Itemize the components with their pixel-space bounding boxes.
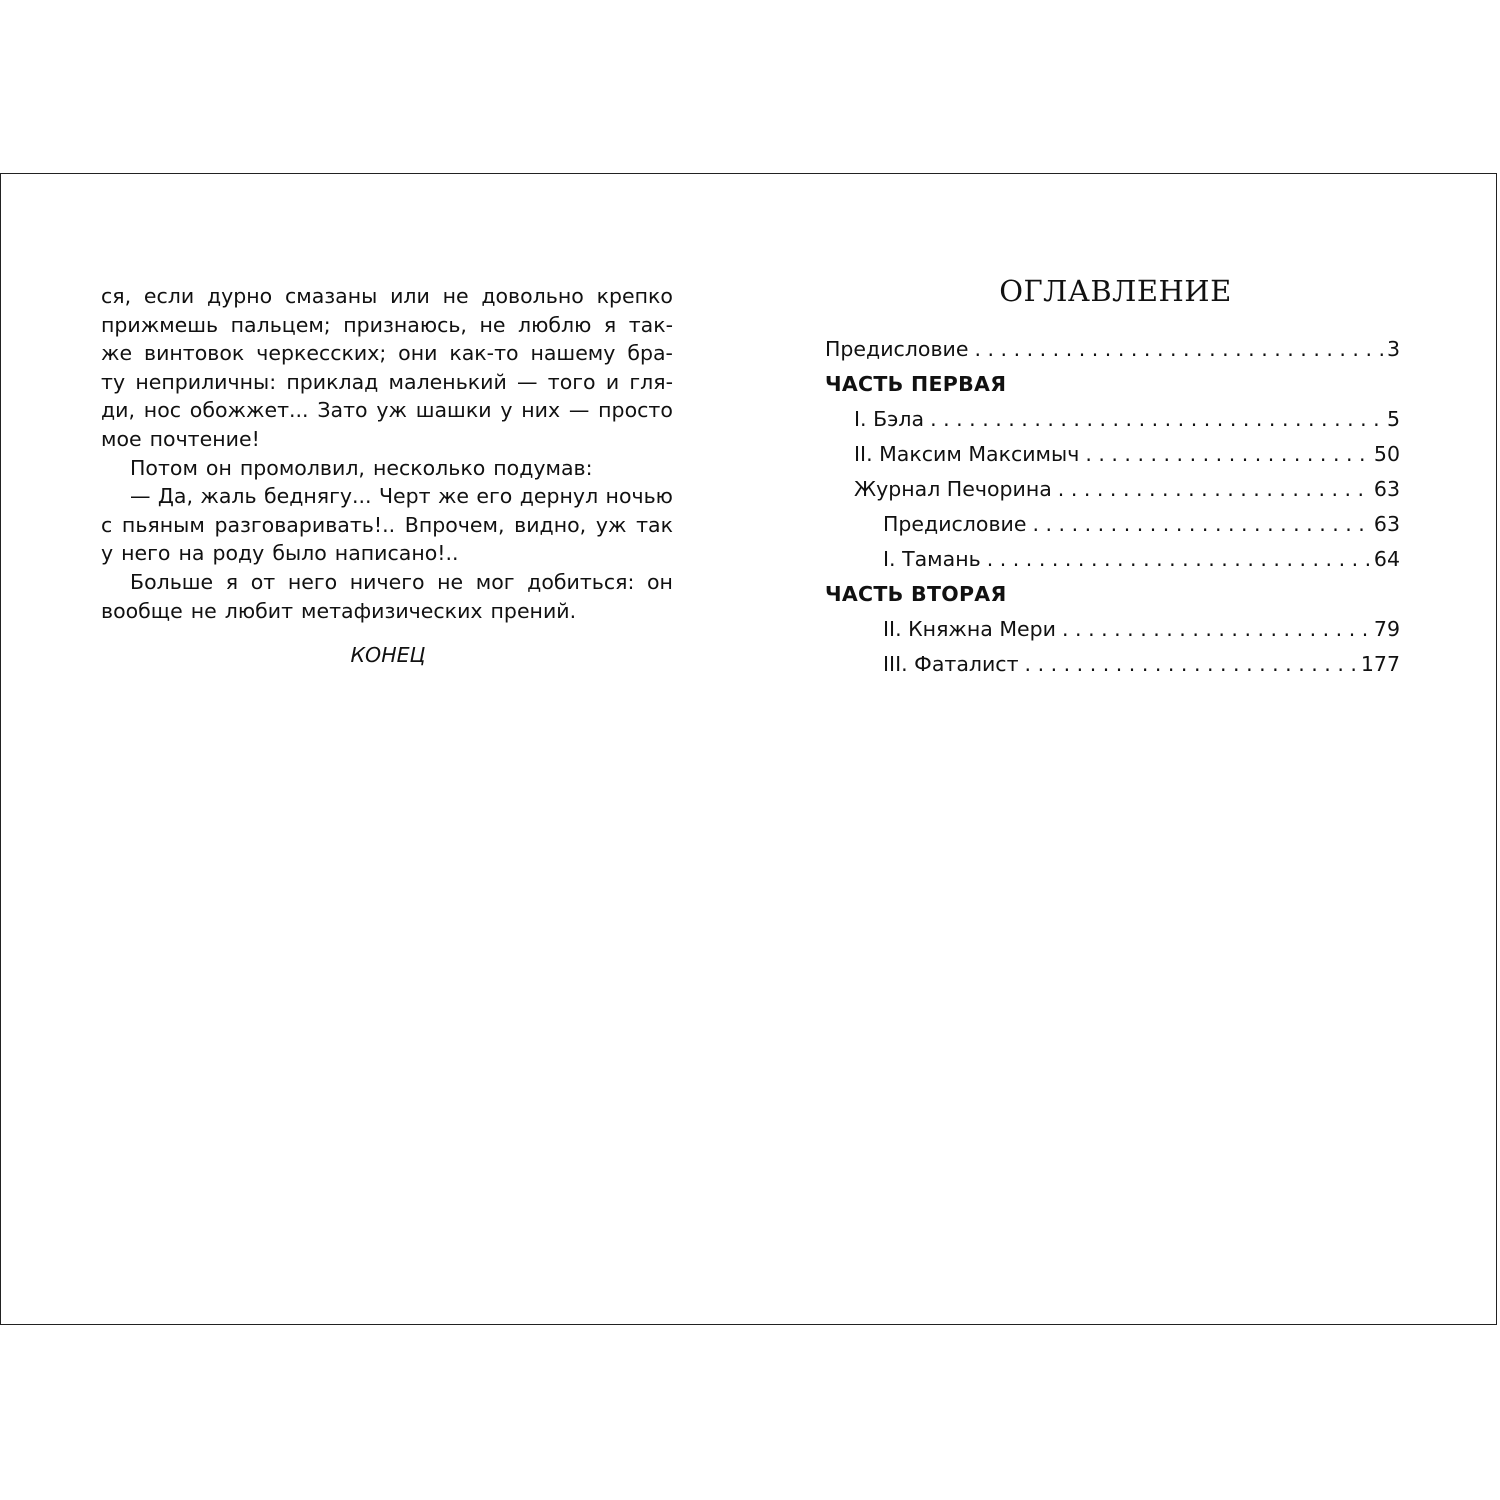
toc-entry-title: Предисловие — [825, 337, 969, 361]
word: прижмешь — [101, 312, 219, 337]
word: неприличны: — [135, 369, 277, 394]
word: Впрочем, — [404, 512, 505, 537]
word: бра- — [627, 341, 673, 366]
word: обожжет... — [189, 398, 309, 423]
word: пьяным — [121, 512, 205, 537]
text-line — [101, 425, 673, 454]
text-line — [101, 339, 673, 368]
text-line — [101, 511, 673, 540]
toc-title: ОГЛАВЛЕНИЕ — [999, 274, 1232, 308]
word: он — [205, 455, 232, 480]
word: маленький — [388, 369, 507, 394]
text-line — [101, 597, 673, 626]
word: почтение! — [149, 426, 260, 451]
toc-leader-dots — [1085, 437, 1370, 472]
left-page-text — [101, 282, 673, 667]
text-line — [101, 396, 673, 425]
toc-leader-dots — [974, 332, 1382, 367]
word: признаюсь, — [343, 312, 467, 337]
word: не — [437, 569, 464, 594]
word: дурно — [206, 284, 273, 308]
word: просто — [598, 398, 673, 423]
toc-part-one-heading: ЧАСТЬ ПЕРВАЯ — [825, 372, 1007, 396]
word: его — [476, 484, 513, 509]
toc-entry-preface[interactable] — [825, 332, 1400, 367]
word: — — [517, 369, 538, 394]
word: него — [287, 569, 338, 594]
toc-page-number: 63 — [1373, 477, 1400, 501]
toc-entry-title: I. Тамань — [883, 547, 981, 571]
word: дернул — [519, 484, 599, 509]
word: смазаны — [284, 284, 378, 308]
text-line — [101, 482, 673, 511]
toc-leader-dots — [1025, 647, 1357, 682]
word: я — [603, 312, 617, 337]
toc-entry-journal[interactable] — [825, 472, 1400, 507]
toc-page-number: 3 — [1386, 337, 1400, 361]
word: Потом — [130, 455, 198, 480]
word: ся, — [101, 284, 132, 308]
word: написано!.. — [334, 541, 459, 566]
word: они — [398, 341, 438, 366]
word: уж — [595, 512, 627, 537]
word: было — [272, 541, 327, 566]
word: же — [101, 341, 133, 366]
text-line — [101, 368, 673, 397]
word: несколько — [372, 455, 486, 480]
word: любит — [224, 598, 294, 623]
toc-entry-journal-preface[interactable] — [825, 507, 1400, 542]
toc-leader-dots — [1062, 612, 1370, 647]
word: роду — [212, 541, 265, 566]
word: черкесских; — [256, 341, 387, 366]
word: как-то — [449, 341, 519, 366]
word: он — [646, 569, 673, 594]
table-of-contents — [825, 274, 1400, 682]
toc-entry-title: II. Княжна Мери — [883, 617, 1056, 641]
word: не — [442, 284, 469, 308]
word: ночью — [605, 484, 673, 509]
word: гля- — [629, 369, 673, 394]
toc-entry-title: III. Фаталист — [883, 652, 1019, 676]
word: мое — [101, 426, 142, 451]
text-line — [101, 568, 673, 597]
word: метафизических — [301, 598, 483, 623]
toc-entry-title: I. Бэла — [854, 407, 925, 431]
word: жаль — [200, 484, 257, 509]
word: Больше — [130, 569, 214, 594]
word: не — [479, 312, 506, 337]
text-line — [101, 311, 673, 340]
word: довольно — [481, 284, 584, 308]
text-line — [101, 282, 673, 311]
toc-page-number: 5 — [1386, 407, 1400, 431]
word: у — [500, 398, 513, 423]
word: приклад — [286, 369, 379, 394]
word: беднягу... — [263, 484, 372, 509]
text-line — [101, 454, 673, 483]
toc-page-number: 79 — [1373, 617, 1400, 641]
word: нашему — [530, 341, 616, 366]
word: Да, — [157, 484, 193, 509]
text-line — [101, 539, 673, 568]
word: видно, — [514, 512, 587, 537]
word: него — [121, 541, 171, 566]
word: нос — [143, 398, 182, 423]
toc-entry-bela[interactable] — [825, 402, 1400, 437]
toc-entry-taman[interactable] — [825, 542, 1400, 577]
toc-entry-title: II. Максим Максимыч — [854, 442, 1080, 466]
toc-leader-dots — [1058, 472, 1370, 507]
word: или — [390, 284, 430, 308]
word: так- — [628, 312, 673, 337]
word: люблю — [517, 312, 592, 337]
word: промолвил, — [239, 455, 365, 480]
word: уж — [376, 398, 407, 423]
word: же — [437, 484, 470, 509]
toc-page-number: 63 — [1373, 512, 1400, 536]
word: вообще — [101, 598, 183, 623]
word: мог — [475, 569, 515, 594]
word: на — [178, 541, 205, 566]
toc-page-number: 177 — [1360, 652, 1400, 676]
toc-leader-dots — [987, 542, 1370, 577]
toc-entry-maksim-maksimych[interactable] — [825, 437, 1400, 472]
book-spread — [0, 173, 1497, 1325]
toc-leader-dots — [930, 402, 1383, 437]
toc-entry-title: Предисловие — [883, 512, 1027, 536]
word: не — [190, 598, 217, 623]
word: ди, — [101, 398, 136, 423]
word: ничего — [349, 569, 425, 594]
word: с — [101, 512, 113, 537]
word: шашки — [415, 398, 492, 423]
word: подумав: — [493, 455, 593, 480]
toc-part-two-heading: ЧАСТЬ ВТОРАЯ — [825, 582, 1007, 606]
word: — — [130, 484, 151, 509]
toc-leader-dots — [1032, 507, 1369, 542]
toc-page-number: 50 — [1373, 442, 1400, 466]
word: прений. — [490, 598, 577, 623]
toc-page-number: 64 — [1373, 547, 1400, 571]
end-mark: КОНЕЦ — [350, 643, 426, 668]
word: ту — [101, 369, 126, 394]
word: если — [143, 284, 195, 308]
word: — — [568, 398, 590, 423]
word: пальцем; — [230, 312, 331, 337]
word: от — [250, 569, 276, 594]
toc-entry-title: Журнал Печорина — [854, 477, 1052, 501]
word: и — [605, 369, 620, 394]
toc-entry-fatalist[interactable] — [825, 647, 1400, 682]
word: того — [547, 369, 596, 394]
word: Зато — [317, 398, 368, 423]
word: крепко — [596, 284, 673, 308]
word: разговаривать!.. — [214, 512, 396, 537]
word: так — [636, 512, 673, 537]
word: добиться: — [527, 569, 635, 594]
word: у — [101, 541, 114, 566]
toc-entry-knyazhna-meri[interactable] — [825, 612, 1400, 647]
word: них — [521, 398, 561, 423]
word: Черт — [378, 484, 431, 509]
word: винтовок — [144, 341, 245, 366]
word: я — [225, 569, 239, 594]
